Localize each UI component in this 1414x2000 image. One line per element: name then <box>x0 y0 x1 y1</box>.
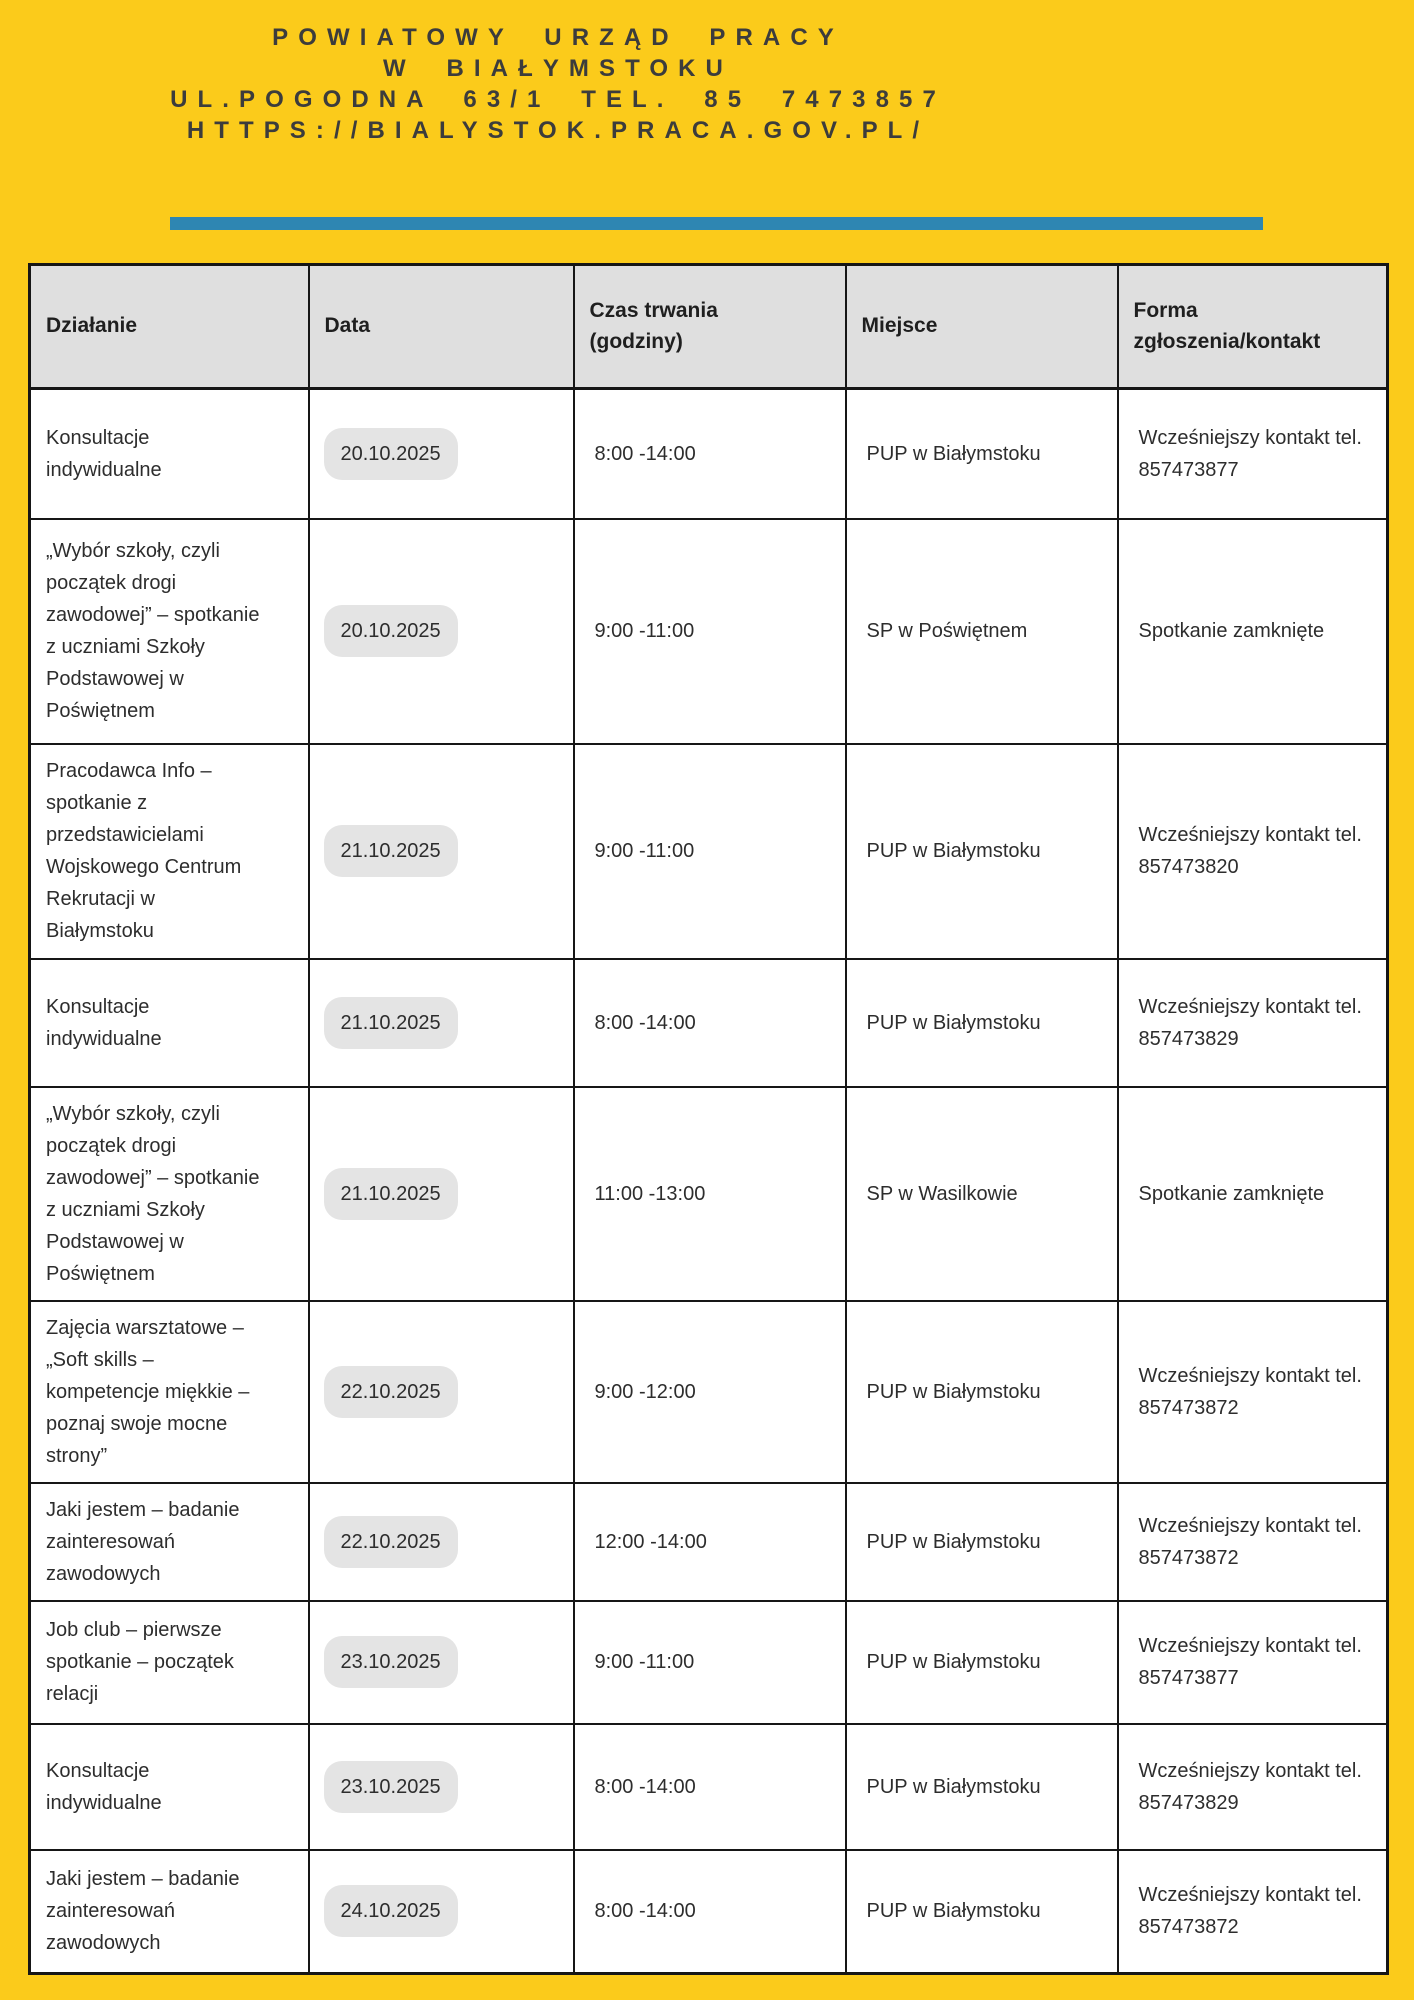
cell-date <box>309 1087 574 1301</box>
table-row <box>30 1850 1388 1974</box>
date-pill: 23.10.2025 <box>324 1636 458 1688</box>
cell-place: PUP w Białymstoku <box>846 1850 1118 1974</box>
table-row <box>30 959 1388 1087</box>
date-pill: 24.10.2025 <box>324 1885 458 1937</box>
date-pill: 21.10.2025 <box>324 825 458 877</box>
cell-place: PUP w Białymstoku <box>846 1601 1118 1724</box>
table-row <box>30 1724 1388 1850</box>
cell-action: Konsultacje indywidualne <box>30 959 309 1087</box>
cell-contact: Wcześniejszy kontakt tel. 857473829 <box>1118 1724 1388 1850</box>
cell-time: 8:00 -14:00 <box>574 959 846 1087</box>
cell-action: Job club – pierwsze spotkanie – początek relacji <box>30 1601 309 1724</box>
cell-contact: Wcześniejszy kontakt tel. 857473872 <box>1118 1850 1388 1974</box>
cell-date <box>309 1850 574 1974</box>
cell-contact: Spotkanie zamknięte <box>1118 1087 1388 1301</box>
cell-time: 9:00 -12:00 <box>574 1301 846 1483</box>
cell-place: PUP w Białymstoku <box>846 389 1118 519</box>
table-header-row <box>30 265 1388 389</box>
date-pill: 21.10.2025 <box>324 997 458 1049</box>
date-pill: 23.10.2025 <box>324 1761 458 1813</box>
cell-date <box>309 744 574 959</box>
header-line-website: HTTPS://BIALYSTOK.PRACA.GOV.PL/ <box>186 117 930 144</box>
cell-place: PUP w Białymstoku <box>846 959 1118 1087</box>
date-pill: 22.10.2025 <box>324 1366 458 1418</box>
cell-date <box>309 1724 574 1850</box>
cell-contact: Wcześniejszy kontakt tel. 857473820 <box>1118 744 1388 959</box>
date-pill: 22.10.2025 <box>324 1516 458 1568</box>
cell-action: „Wybór szkoły, czyli początek drogi zawodowej” – spotkanie z uczniami Szkoły Podstawowej w Poświętnem <box>30 519 309 744</box>
column-header-duration: Czas trwania (godziny) <box>574 265 846 389</box>
column-header-contact: Forma zgłoszenia/kontakt <box>1118 265 1388 389</box>
cell-place: PUP w Białymstoku <box>846 1724 1118 1850</box>
date-pill: 21.10.2025 <box>324 1168 458 1220</box>
table-row <box>30 744 1388 959</box>
cell-place: PUP w Białymstoku <box>846 744 1118 959</box>
header-text-block <box>0 0 1116 146</box>
cell-time: 8:00 -14:00 <box>574 389 846 519</box>
cell-date <box>309 959 574 1087</box>
cell-action: Jaki jestem – badanie zainteresowań zawodowych <box>30 1850 309 1974</box>
cell-place: SP w Poświętnem <box>846 519 1118 744</box>
header-line-address-phone: UL.POGODNA 63/1 TEL. 85 7473857 <box>170 86 946 113</box>
cell-date <box>309 389 574 519</box>
cell-action: Pracodawca Info – spotkanie z przedstawicielami Wojskowego Centrum Rekrutacji w Białymstoku <box>30 744 309 959</box>
cell-action: Jaki jestem – badanie zainteresowań zawodowych <box>30 1483 309 1601</box>
table-row <box>30 1601 1388 1724</box>
cell-date <box>309 1483 574 1601</box>
cell-action: „Wybór szkoły, czyli początek drogi zawodowej” – spotkanie z uczniami Szkoły Podstawowej w Poświętnem <box>30 1087 309 1301</box>
cell-contact: Wcześniejszy kontakt tel. 857473877 <box>1118 1601 1388 1724</box>
header-line-city: W BIAŁYMSTOKU <box>383 55 733 82</box>
cell-time: 11:00 -13:00 <box>574 1087 846 1301</box>
date-pill: 20.10.2025 <box>324 605 458 657</box>
schedule-table <box>28 263 1389 1975</box>
table-row <box>30 1301 1388 1483</box>
column-header-action: Działanie <box>30 265 309 389</box>
cell-time: 8:00 -14:00 <box>574 1724 846 1850</box>
cell-contact: Wcześniejszy kontakt tel. 857473872 <box>1118 1301 1388 1483</box>
cell-action: Zajęcia warsztatowe – „Soft skills – kompetencje miękkie – poznaj swoje mocne strony” <box>30 1301 309 1483</box>
cell-action: Konsultacje indywidualne <box>30 1724 309 1850</box>
divider-bar <box>170 217 1263 230</box>
table-row <box>30 389 1388 519</box>
cell-time: 9:00 -11:00 <box>574 1601 846 1724</box>
cell-time: 9:00 -11:00 <box>574 519 846 744</box>
cell-action: Konsultacje indywidualne <box>30 389 309 519</box>
cell-place: SP w Wasilkowie <box>846 1087 1118 1301</box>
cell-place: PUP w Białymstoku <box>846 1301 1118 1483</box>
header-line-office-name: POWIATOWY URZĄD PRACY <box>272 24 844 51</box>
cell-date <box>309 519 574 744</box>
date-pill: 20.10.2025 <box>324 428 458 480</box>
cell-place: PUP w Białymstoku <box>846 1483 1118 1601</box>
table-row <box>30 1483 1388 1601</box>
table-row <box>30 519 1388 744</box>
cell-date <box>309 1301 574 1483</box>
cell-contact: Wcześniejszy kontakt tel. 857473872 <box>1118 1483 1388 1601</box>
column-header-date: Data <box>309 265 574 389</box>
cell-date <box>309 1601 574 1724</box>
cell-contact: Wcześniejszy kontakt tel. 857473829 <box>1118 959 1388 1087</box>
cell-time: 9:00 -11:00 <box>574 744 846 959</box>
cell-time: 8:00 -14:00 <box>574 1850 846 1974</box>
cell-time: 12:00 -14:00 <box>574 1483 846 1601</box>
cell-contact: Spotkanie zamknięte <box>1118 519 1388 744</box>
cell-contact: Wcześniejszy kontakt tel. 857473877 <box>1118 389 1388 519</box>
table-row <box>30 1087 1388 1301</box>
column-header-place: Miejsce <box>846 265 1118 389</box>
